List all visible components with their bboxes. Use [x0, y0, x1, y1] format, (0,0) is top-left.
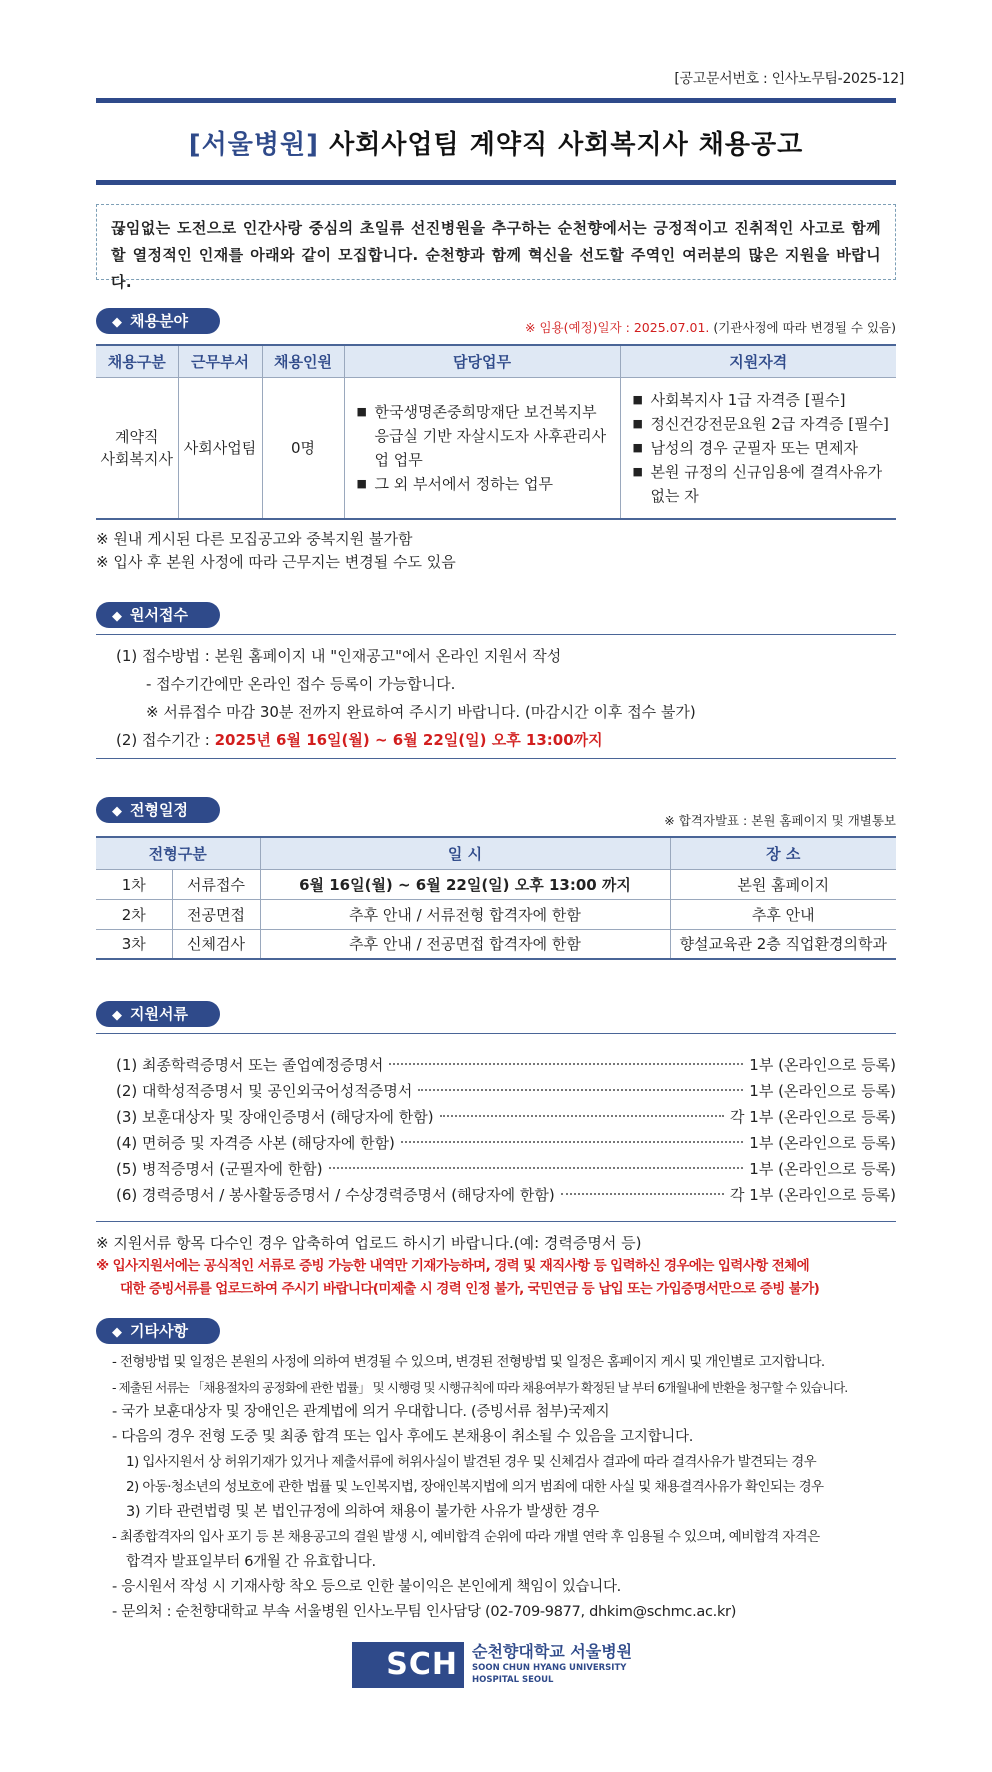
- schedule-table: [96, 836, 896, 960]
- qual-item: ■ 정신건강전문요원 2급 자격증 [필수]: [629, 412, 891, 436]
- doc-number: [공고문서번호 : 인사노무팀-2025-12]: [674, 71, 904, 87]
- hire-type: 계약직 사회복지사: [96, 377, 178, 519]
- intro-box: 끊임없는 도전으로 인간사랑 중심의 초일류 선진병원을 추구하는 순천향에서는 긍정적이고 진취적인 사고로 함께 할 열정적인 인재를 아래와 같이 모집합니다. 순천향과 함께 혁신을 선도할 주역인 여러분의 많은 지원을 바랍니다.: [96, 204, 896, 280]
- etc-item: 3) 기타 관련법령 및 본 법인규정에 의하여 채용이 불가한 사유가 발생한 경우: [126, 1504, 599, 1520]
- appoint-label: ※ 임용(예정)일자 : 2025.07.01.: [525, 320, 710, 335]
- etc-list: [112, 1350, 896, 1625]
- schedule-table-header: [96, 837, 896, 869]
- col-header: 일 시: [260, 837, 670, 869]
- etc-item: - 국가 보훈대상자 및 장애인은 관계법에 의거 우대합니다. (증빙서류 첨부)국제지: [112, 1404, 610, 1420]
- qual-item: ■ 사회복지사 1급 자격증 [필수]: [629, 388, 891, 412]
- etc-item: 합격자 발표일부터 6개월 간 유효합니다.: [126, 1554, 376, 1570]
- logo-mark: SCH: [352, 1642, 464, 1688]
- etc-item: - 최종합격자의 입사 포기 등 본 채용공고의 결원 발생 시, 예비합격 순위에 따라 개별 연락 후 임용될 수 있으며, 예비합격 자격은: [112, 1529, 820, 1545]
- title-text: 사회사업팀 계약직 사회복지사 채용공고: [329, 130, 804, 160]
- field-note: ※ 입사 후 본원 사정에 따라 근무지는 변경될 수도 있음: [96, 553, 456, 571]
- count: 0명: [262, 377, 344, 519]
- schedule-row: 3차 신체검사 추후 안내 / 전공면접 합격자에 한함 향설교육관 2층 직업환경의학과: [96, 929, 896, 959]
- col-header: 장 소: [670, 837, 896, 869]
- qual-item: ■ 본원 규정의 신규임용에 결격사유가 없는 자: [629, 460, 891, 508]
- title-hospital: [서울병원]: [188, 130, 320, 160]
- apply-period-value: 2025년 6월 16일(월) ~ 6월 22일(일) 오후 13:00까지: [214, 731, 603, 749]
- document-item: (2) 대학성적증명서 및 공인외국어성적증명서 1부 (온라인으로 등록): [116, 1081, 896, 1100]
- duty-item: ■ 그 외 부서에서 정하는 업무: [353, 472, 614, 496]
- field-table: [96, 344, 896, 520]
- apply-period: (2) 접수기간 : 2025년 6월 16일(월) ~ 6월 22일(일) 오후 13:00까지: [116, 731, 603, 749]
- documents-note: ※ 지원서류 항목 다수인 경우 압축하여 업로드 하시기 바랍니다.(예: 경력증명서 등): [96, 1234, 642, 1252]
- apply-method: (1) 접수방법 : 본원 홈페이지 내 "인재공고"에서 온라인 지원서 작성: [116, 647, 562, 665]
- top-rule: [96, 98, 896, 103]
- col-header: 담당업무: [344, 345, 620, 377]
- duties-cell: [344, 377, 620, 519]
- schedule-row: 2차 전공면접 추후 안내 / 서류전형 합격자에 한함 추후 안내: [96, 899, 896, 929]
- documents-notes: [96, 1232, 896, 1301]
- etc-item: - 다음의 경우 전형 도중 및 최종 합격 또는 입사 후에도 본채용이 취소될 수 있음을 고지합니다.: [112, 1429, 694, 1445]
- document-item: (4) 면허증 및 자격증 사본 (해당자에 한함) 1부 (온라인으로 등록): [116, 1133, 896, 1152]
- field-table-row: [96, 377, 896, 519]
- documents-bottom-rule: [96, 1221, 896, 1222]
- document-item: (1) 최종학력증명서 또는 졸업예정증명서 1부 (온라인으로 등록): [116, 1055, 896, 1074]
- logo-text: 순천향대학교 서울병원 SOON CHUN HYANG UNIVERSITY HOSPITAL SEOUL: [472, 1642, 633, 1685]
- apply-deadline-note: ※ 서류접수 마감 30분 전까지 완료하여 주시기 바랍니다. (마감시간 이후 접수 불가): [146, 703, 696, 721]
- diamond-icon: ◆: [112, 1325, 122, 1340]
- section-apply-heading: ◆ 원서접수: [96, 602, 220, 628]
- col-header: 채용구분: [96, 345, 178, 377]
- col-header: 전형구분: [96, 837, 260, 869]
- schedule-note: ※ 합격자발표 : 본원 홈페이지 및 개별통보: [664, 813, 896, 828]
- section-documents-heading: ◆ 지원서류: [96, 1001, 220, 1027]
- etc-item: - 제출된 서류는 「채용절차의 공정화에 관한 법률」 및 시행령 및 시행규칙에 따라 채용여부가 확정된 날 부터 6개월내에 반환을 청구할 수 있습니다.: [112, 1380, 848, 1395]
- diamond-icon: ◆: [112, 1008, 122, 1023]
- dept: 사회사업팀: [178, 377, 262, 519]
- documents-top-rule: [96, 1033, 896, 1034]
- page-title: [96, 124, 896, 161]
- field-table-header: [96, 345, 896, 377]
- schedule-row: 1차 서류접수 6월 16일(월) ~ 6월 22일(일) 오후 13:00 까지 본원 홈페이지: [96, 869, 896, 899]
- diamond-icon: ◆: [112, 315, 122, 330]
- etc-item: - 전형방법 및 일정은 본원의 사정에 의하여 변경될 수 있으며, 변경된 전형방법 및 일정은 홈페이지 게시 및 개인별로 고지합니다.: [112, 1354, 825, 1370]
- etc-item: - 문의처 : 순천향대학교 부속 서울병원 인사노무팀 인사담당 (02-709-9877, dhkim@schmc.ac.kr): [112, 1604, 737, 1620]
- appoint-note: (기관사정에 따라 변경될 수 있음): [713, 320, 896, 335]
- document-item: (3) 보훈대상자 및 장애인증명서 (해당자에 한함) 각 1부 (온라인으로 등록): [116, 1107, 896, 1126]
- quals-cell: [620, 377, 896, 519]
- documents-warning: ※ 입사지원서에는 공식적인 서류로 증빙 가능한 내역만 기재가능하며, 경력 및 재직사항 등 입력하신 경우에는 입력사항 전체에: [96, 1258, 810, 1274]
- section-schedule-heading: ◆ 전형일정: [96, 797, 220, 823]
- appoint-date: [525, 318, 896, 336]
- diamond-icon: ◆: [112, 609, 122, 624]
- documents-warning: 대한 증빙서류를 업로드하여 주시기 바랍니다(미제출 시 경력 인정 불가, 국민연금 등 납입 또는 가입증명서만으로 증빙 불가): [120, 1281, 820, 1297]
- etc-item: 1) 입사지원서 상 허위기재가 있거나 제출서류에 허위사실이 발견된 경우 및 신체검사 결과에 따라 결격사유가 발견되는 경우: [126, 1454, 817, 1470]
- apply-block: [116, 642, 696, 754]
- etc-item: 2) 아동·청소년의 성보호에 관한 법률 및 노인복지법, 장애인복지법에 의거 범죄에 대한 사실 및 채용결격사유가 확인되는 경우: [126, 1479, 824, 1495]
- section-field-heading: ◆ 채용분야: [96, 308, 220, 334]
- duty-item: ■ 한국생명존중희망재단 보건복지부 응급실 기반 자살시도자 사후관리사업 업무: [353, 400, 614, 472]
- title-rule: [96, 180, 896, 185]
- field-notes: [96, 528, 456, 574]
- field-note: ※ 원내 게시된 다른 모집공고와 중복지원 불가함: [96, 530, 413, 548]
- qual-item: ■ 남성의 경우 군필자 또는 면제자: [629, 436, 891, 460]
- diamond-icon: ◆: [112, 804, 122, 819]
- col-header: 채용인원: [262, 345, 344, 377]
- hospital-logo: [352, 1642, 642, 1688]
- col-header: 지원자격: [620, 345, 896, 377]
- col-header: 근무부서: [178, 345, 262, 377]
- apply-top-rule: [96, 634, 896, 635]
- document-item: (6) 경력증명서 / 봉사활동증명서 / 수상경력증명서 (해당자에 한함) 각 1부 (온라인으로 등록): [116, 1185, 896, 1204]
- apply-online-note: - 접수기간에만 온라인 접수 등록이 가능합니다.: [146, 675, 456, 693]
- apply-bottom-rule: [96, 758, 896, 759]
- section-etc-heading: ◆ 기타사항: [96, 1318, 220, 1344]
- document-item: (5) 병적증명서 (군필자에 한함) 1부 (온라인으로 등록): [116, 1159, 896, 1178]
- etc-item: - 응시원서 작성 시 기재사항 착오 등으로 인한 불이익은 본인에게 책임이 있습니다.: [112, 1579, 621, 1595]
